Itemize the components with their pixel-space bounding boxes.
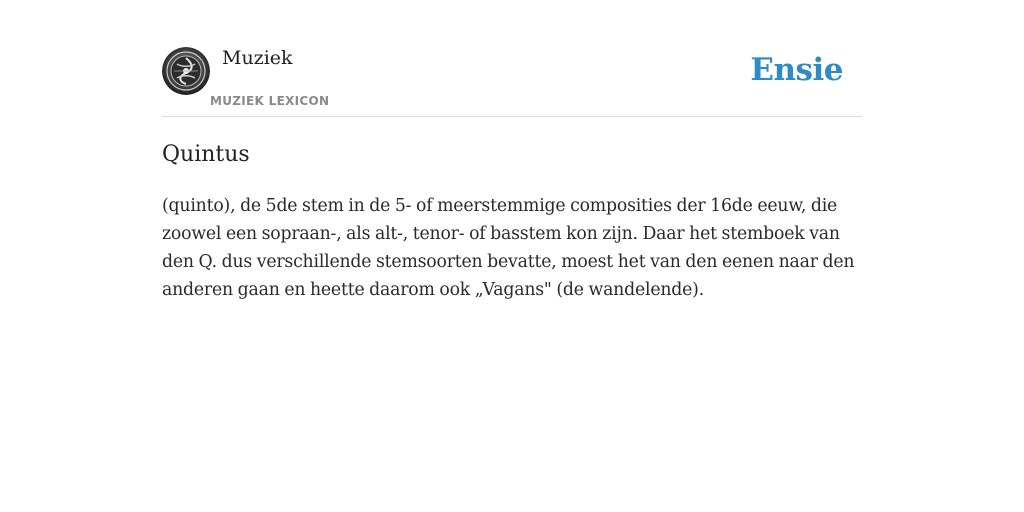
book-header <box>162 40 862 117</box>
book-subtitle: MUZIEK LEXICON <box>210 94 330 108</box>
entry-title: Quintus <box>162 142 250 167</box>
book-title[interactable]: Muziek <box>222 47 293 69</box>
book-cover-emblem-icon <box>162 47 210 95</box>
book-avatar[interactable] <box>162 47 210 95</box>
entry-text: (quinto), de 5de stem in de 5- of meerstemmige composities der 16de eeuw, die zoowel een sopraan-, als alt-, tenor- of basstem kon zijn. Daar het stemboek van den Q. dus verschillende stemsoorten bevatte, moest het van den eenen naar den anderen gaan en heette daarom ook „Vagans" (de wandelende). <box>162 196 855 300</box>
ensie-logo-link[interactable]: Ensie <box>750 52 843 88</box>
